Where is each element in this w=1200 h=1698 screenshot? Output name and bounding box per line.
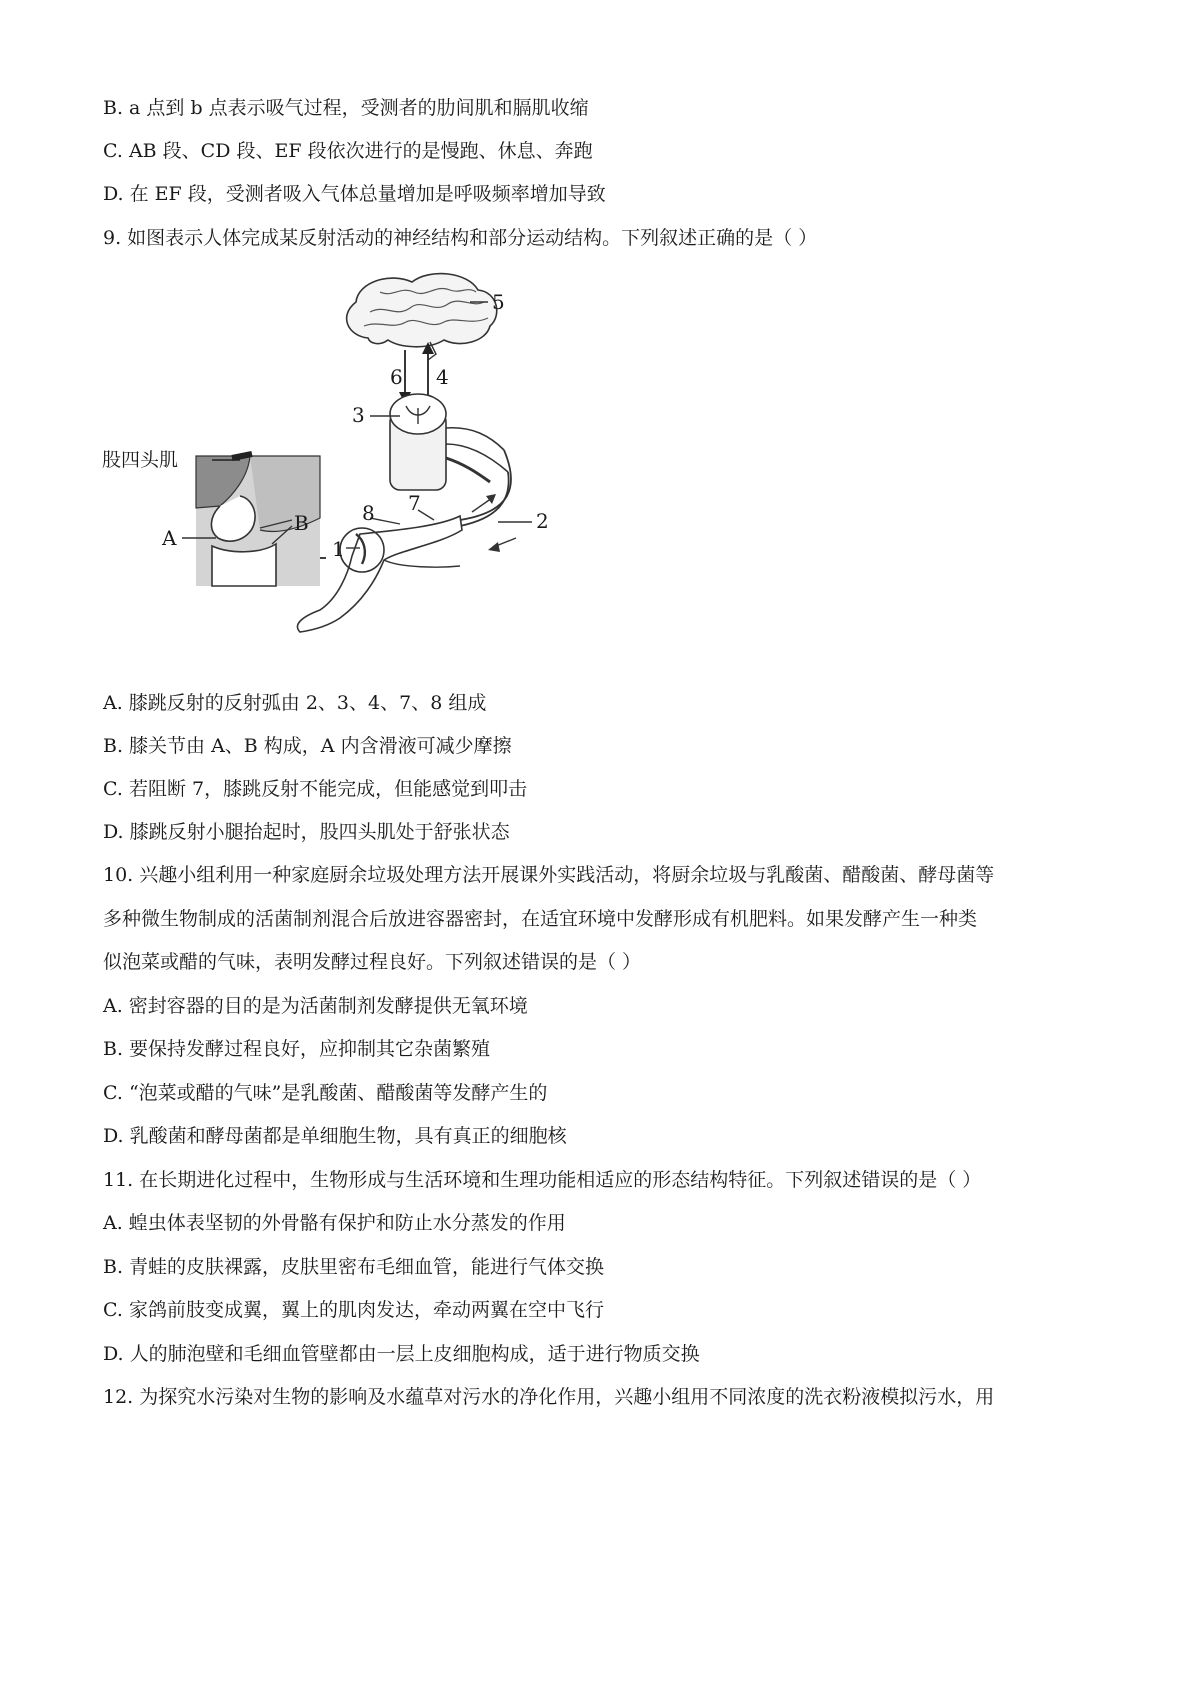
q8-option-c: C. AB 段、CD 段、EF 段依次进行的是慢跑、休息、奔跑 (103, 140, 593, 162)
label-6: 6 (390, 365, 403, 389)
leg-drawing (297, 516, 462, 632)
label-4: 4 (436, 365, 449, 389)
label-8: 8 (362, 501, 375, 525)
q9-option-a: A. 膝跳反射的反射弧由 2、3、4、7、8 组成 (103, 692, 487, 714)
label-3: 3 (352, 403, 365, 427)
q10-stem-line-2: 多种微生物制成的活菌制剂混合后放进容器密封，在适宜环境中发酵形成有机肥料。如果发酵产生一种类 (103, 908, 978, 930)
brain-drawing (347, 274, 497, 360)
reflex-arc-figure (100, 268, 560, 650)
q11-option-d: D. 人的肺泡壁和毛细血管壁都由一层上皮细胞构成，适于进行物质交换 (103, 1343, 700, 1365)
q8-option-d: D. 在 EF 段，受测者吸入气体总量增加是呼吸频率增加导致 (103, 183, 606, 205)
label-5: 5 (492, 290, 505, 314)
q11-option-b: B. 青蛙的皮肤裸露，皮肤里密布毛细血管，能进行气体交换 (103, 1256, 605, 1278)
q8-option-b: B. a 点到 b 点表示吸气过程，受测者的肋间肌和膈肌收缩 (103, 97, 589, 119)
q11-stem: 11. 在长期进化过程中，生物形成与生活环境和生理功能相适应的形态结构特征。下列叙述错误的是（ ） (103, 1169, 982, 1191)
q11-option-a: A. 蝗虫体表坚韧的外骨骼有保护和防止水分蒸发的作用 (103, 1212, 566, 1234)
spinal-cord-drawing (390, 394, 508, 490)
q10-option-b: B. 要保持发酵过程良好，应抑制其它杂菌繁殖 (103, 1038, 491, 1060)
label-2: 2 (536, 509, 549, 533)
q10-stem-line-3: 似泡菜或醋的气味，表明发酵过程良好。下列叙述错误的是（ ） (103, 951, 642, 973)
q10-option-d: D. 乳酸菌和酵母菌都是单细胞生物，具有真正的细胞核 (103, 1125, 567, 1147)
q10-option-a: A. 密封容器的目的是为活菌制剂发酵提供无氧环境 (103, 995, 528, 1017)
label-a: A (162, 526, 177, 550)
q11-option-c: C. 家鸽前肢变成翼，翼上的肌肉发达，牵动两翼在空中飞行 (103, 1299, 604, 1321)
label-b: B (294, 511, 309, 535)
q9-stem: 9. 如图表示人体完成某反射活动的神经结构和部分运动结构。下列叙述正确的是（ ） (103, 227, 818, 249)
reflex-arc-illustration (100, 268, 560, 650)
quadriceps-label: 股四头肌 (102, 449, 179, 471)
q9-option-b: B. 膝关节由 A、B 构成，A 内含滑液可减少摩擦 (103, 735, 512, 757)
q10-option-c: C. “泡菜或醋的气味”是乳酸菌、醋酸菌等发酵产生的 (103, 1082, 548, 1104)
label-1: 1 (332, 537, 345, 561)
q10-stem-line-1: 10. 兴趣小组利用一种家庭厨余垃圾处理方法开展课外实践活动，将厨余垃圾与乳酸菌、醋酸菌、酵母菌等 (103, 864, 995, 886)
q9-option-d: D. 膝跳反射小腿抬起时，股四头肌处于舒张状态 (103, 821, 510, 843)
q12-stem: 12. 为探究水污染对生物的影响及水蕴草对污水的净化作用，兴趣小组用不同浓度的洗衣粉液模拟污水，用 (103, 1386, 995, 1408)
label-7: 7 (408, 491, 421, 515)
q9-option-c: C. 若阻断 7，膝跳反射不能完成，但能感觉到叩击 (103, 778, 528, 800)
